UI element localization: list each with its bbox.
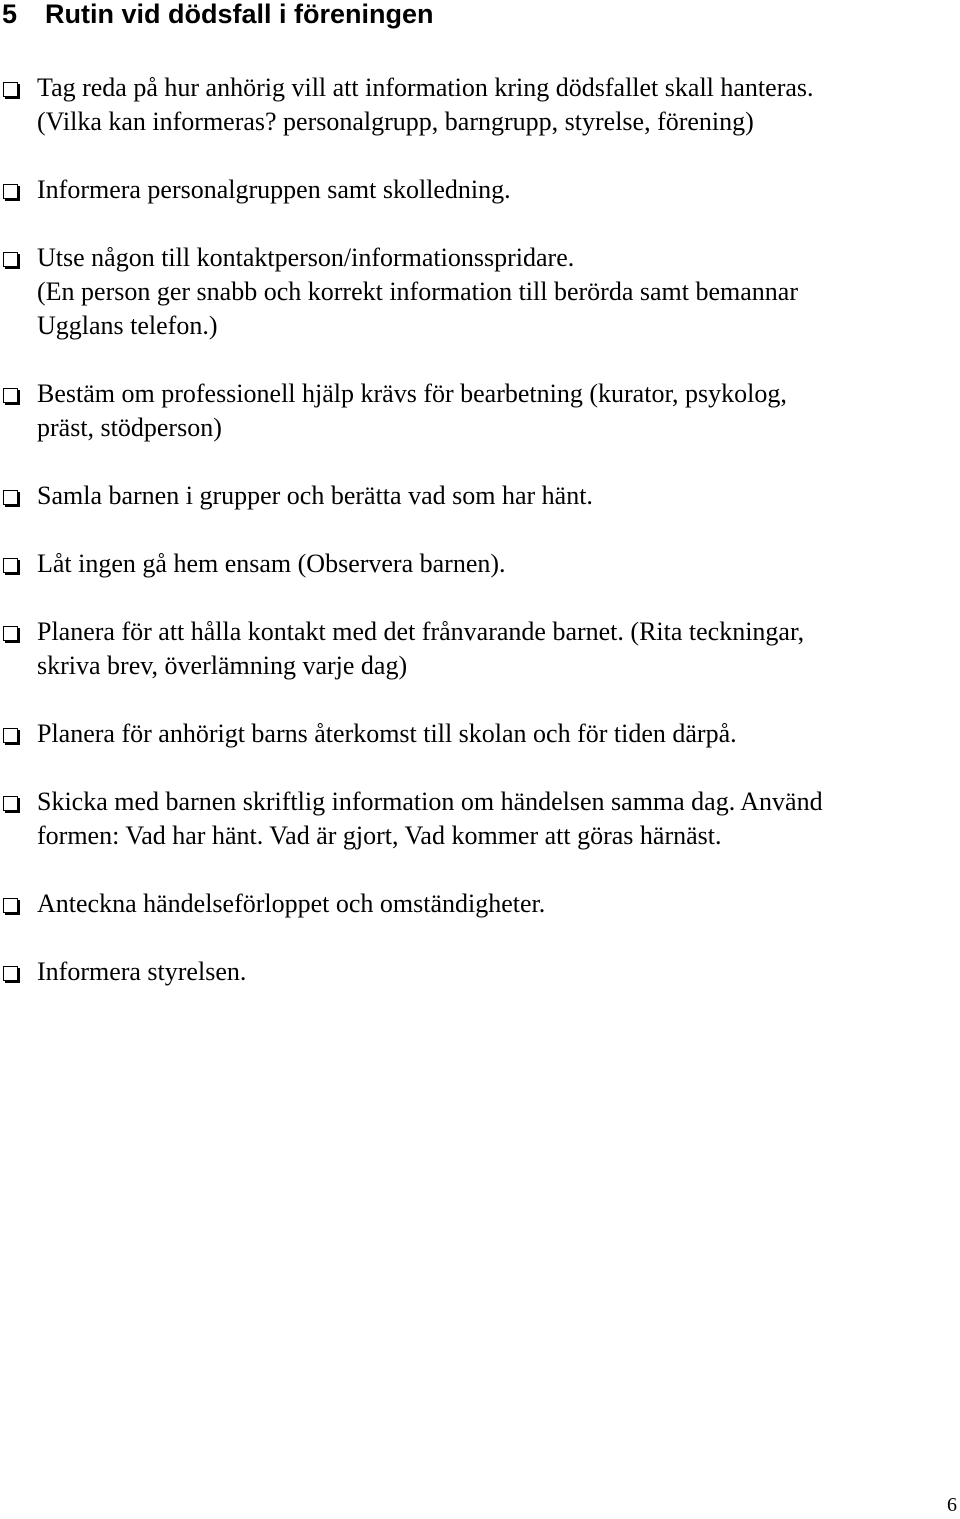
- checklist-item-text: [37, 173, 955, 207]
- checklist-item: [0, 241, 955, 343]
- checklist-line: Utse någon till kontaktperson/informationsspridare.: [37, 243, 575, 272]
- checklist-item: [0, 955, 955, 989]
- checklist-item: [0, 717, 955, 751]
- checklist-line: Planera för att hålla kontakt med det frånvarande barnet. (Rita teckningar,: [37, 617, 805, 646]
- checklist-line: Planera för anhörigt barns återkomst till skolan och för tiden därpå.: [37, 719, 737, 748]
- checklist-item: [0, 377, 955, 445]
- checklist-line: Låt ingen gå hem ensam (Observera barnen).: [37, 549, 506, 578]
- section-number: 5: [2, 0, 18, 29]
- checklist-item-text: [37, 955, 955, 989]
- section-title: Rutin vid dödsfall i föreningen: [45, 0, 434, 29]
- checklist-line: (En person ger snabb och korrekt information till berörda samt bemannar: [37, 277, 798, 306]
- checklist-item: [0, 71, 955, 139]
- checkbox-icon: [3, 388, 18, 403]
- checkbox-icon: [3, 558, 18, 573]
- checklist-line: formen: Vad har hänt. Vad är gjort, Vad kommer att göras härnäst.: [37, 821, 722, 850]
- checklist-line: skriva brev, överlämning varje dag): [37, 651, 408, 680]
- checklist-line: präst, stödperson): [37, 413, 222, 442]
- checklist-line: (Vilka kan informeras? personalgrupp, barngrupp, styrelse, förening): [37, 107, 754, 136]
- checklist-item-text: [37, 615, 955, 683]
- checklist-line: Ugglans telefon.): [37, 311, 218, 340]
- checkbox-icon: [3, 184, 18, 199]
- checkbox-icon: [3, 626, 18, 641]
- checklist-item: [0, 785, 955, 853]
- checklist-item: [0, 173, 955, 207]
- checklist-item: [0, 887, 955, 921]
- checklist-line: Informera personalgruppen samt skolledning.: [37, 175, 511, 204]
- checkbox-icon: [3, 966, 18, 981]
- checkbox-icon: [3, 490, 18, 505]
- checklist-item: [0, 615, 955, 683]
- checklist-item-text: [37, 547, 955, 581]
- checklist-item-text: [37, 887, 955, 921]
- checkbox-icon: [3, 82, 18, 97]
- checklist-line: Anteckna händelseförloppet och omständigheter.: [37, 889, 546, 918]
- checklist-item: [0, 547, 955, 581]
- checklist-item-text: [37, 717, 955, 751]
- checkbox-icon: [3, 728, 18, 743]
- checklist-line: Tag reda på hur anhörig vill att information kring dödsfallet skall hanteras.: [37, 73, 814, 102]
- checkbox-icon: [3, 898, 18, 913]
- checkbox-icon: [3, 252, 18, 267]
- checklist-item-text: [37, 71, 955, 139]
- checkbox-icon: [3, 796, 18, 811]
- checklist-line: Skicka med barnen skriftlig information om händelsen samma dag. Använd: [37, 787, 823, 816]
- checklist-line: Informera styrelsen.: [37, 957, 247, 986]
- checklist-item-text: [37, 785, 955, 853]
- page-number: 6: [947, 1494, 957, 1516]
- checklist-item-text: [37, 377, 955, 445]
- checklist-line: Samla barnen i grupper och berätta vad som har hänt.: [37, 481, 593, 510]
- checklist-item: [0, 479, 955, 513]
- section-heading: [2, 0, 434, 31]
- checklist-item-text: [37, 479, 955, 513]
- checklist-line: Bestäm om professionell hjälp krävs för bearbetning (kurator, psykolog,: [37, 379, 787, 408]
- checklist-item-text: [37, 241, 955, 343]
